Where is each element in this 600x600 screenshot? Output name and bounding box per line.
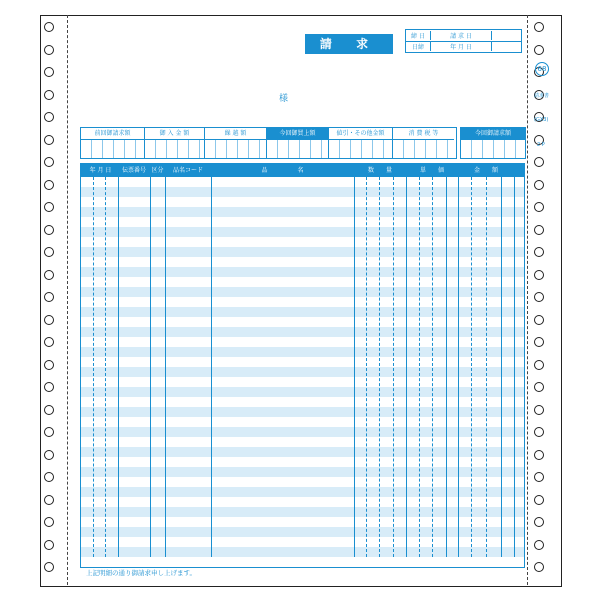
- tractor-hole: [44, 540, 54, 550]
- tractor-hole: [534, 315, 544, 325]
- left-perforation: [67, 15, 68, 585]
- tractor-hole: [44, 112, 54, 122]
- form-code: (GX3): [534, 117, 549, 123]
- tractor-hole: [534, 495, 544, 505]
- tractor-hole: [44, 382, 54, 392]
- tractor-hole: [534, 360, 544, 370]
- tractor-hole: [44, 157, 54, 167]
- tractor-hole: [534, 382, 544, 392]
- tractor-hole: [44, 360, 54, 370]
- form-number-badge: 68: [535, 62, 549, 76]
- summary-label: 今回御買上額: [267, 128, 328, 140]
- detail-table: [80, 163, 525, 568]
- summary-tax: [393, 128, 454, 158]
- tractor-hole: [534, 472, 544, 482]
- tractor-hole: [44, 202, 54, 212]
- tractor-hole: [534, 247, 544, 257]
- tractor-hole: [534, 517, 544, 527]
- tractor-hole: [44, 337, 54, 347]
- form-part: 2 P: [537, 142, 545, 148]
- tractor-hole: [534, 225, 544, 235]
- tractor-hole: [44, 292, 54, 302]
- tractor-hole: [44, 247, 54, 257]
- current-total-box: [460, 127, 526, 159]
- col-amount: 金 額: [473, 167, 498, 174]
- tractor-hole: [534, 562, 544, 572]
- col-name: 品 名: [261, 167, 304, 174]
- tractor-hole: [44, 427, 54, 437]
- tractor-hole: [534, 540, 544, 550]
- tractor-hole: [44, 405, 54, 415]
- table-header: [81, 164, 524, 177]
- ymd-label: 年 月 日: [431, 42, 492, 51]
- summary-row: [80, 127, 457, 159]
- tractor-hole: [44, 495, 54, 505]
- tractor-hole: [44, 225, 54, 235]
- footer-note: 上記明細の通り御請求申し上げます。: [86, 569, 196, 577]
- summary-carry: [205, 128, 267, 158]
- right-perforation: [527, 15, 528, 585]
- tractor-hole: [44, 270, 54, 280]
- col-slip: 伝票番号: [121, 167, 146, 174]
- tractor-hole: [534, 157, 544, 167]
- col-unit: 単 価: [419, 167, 444, 174]
- col-code: 品名コード: [172, 167, 203, 174]
- tractor-hole: [44, 562, 54, 572]
- honorific: 様: [279, 94, 289, 104]
- col-qty: 数 量: [367, 167, 392, 174]
- current-total-label: 今回御請求額: [461, 128, 525, 140]
- summary-label: 繰 越 額: [205, 128, 266, 140]
- document-title: 請 求 書: [305, 34, 393, 54]
- summary-prev: [81, 128, 145, 158]
- col-date: 年 月 日: [89, 167, 112, 174]
- tractor-hole: [44, 517, 54, 527]
- tractor-hole: [534, 270, 544, 280]
- tractor-hole: [44, 67, 54, 77]
- tractor-hole: [534, 45, 544, 55]
- tractor-hole: [534, 450, 544, 460]
- tractor-hole: [534, 292, 544, 302]
- tractor-hole: [44, 180, 54, 190]
- summary-label: 値引・その他金額: [329, 128, 392, 140]
- summary-label: 消 費 税 等: [393, 128, 454, 140]
- tractor-hole: [534, 405, 544, 415]
- tractor-hole: [534, 202, 544, 212]
- tractor-hole: [44, 472, 54, 482]
- tractor-hole: [44, 90, 54, 100]
- form-name: 請求書: [534, 93, 550, 99]
- summary-label: 前回御請求額: [81, 128, 144, 140]
- tractor-hole: [44, 22, 54, 32]
- tractor-hole: [44, 135, 54, 145]
- day-close-label: 日締: [406, 42, 431, 51]
- tractor-hole: [534, 427, 544, 437]
- tractor-hole: [534, 337, 544, 347]
- tractor-hole: [44, 315, 54, 325]
- summary-purchase: [267, 128, 329, 158]
- tractor-hole: [534, 22, 544, 32]
- summary-discount: [329, 128, 393, 158]
- summary-label: 御 入 金 額: [145, 128, 204, 140]
- closing-date-box: [405, 29, 522, 53]
- close-label: 締 日: [406, 31, 431, 40]
- invoice-date-label: 請 求 日: [431, 31, 492, 40]
- tractor-hole: [534, 180, 544, 190]
- tractor-hole: [44, 45, 54, 55]
- tractor-hole: [44, 450, 54, 460]
- summary-paid: [145, 128, 205, 158]
- col-kubun: 区分: [151, 167, 164, 174]
